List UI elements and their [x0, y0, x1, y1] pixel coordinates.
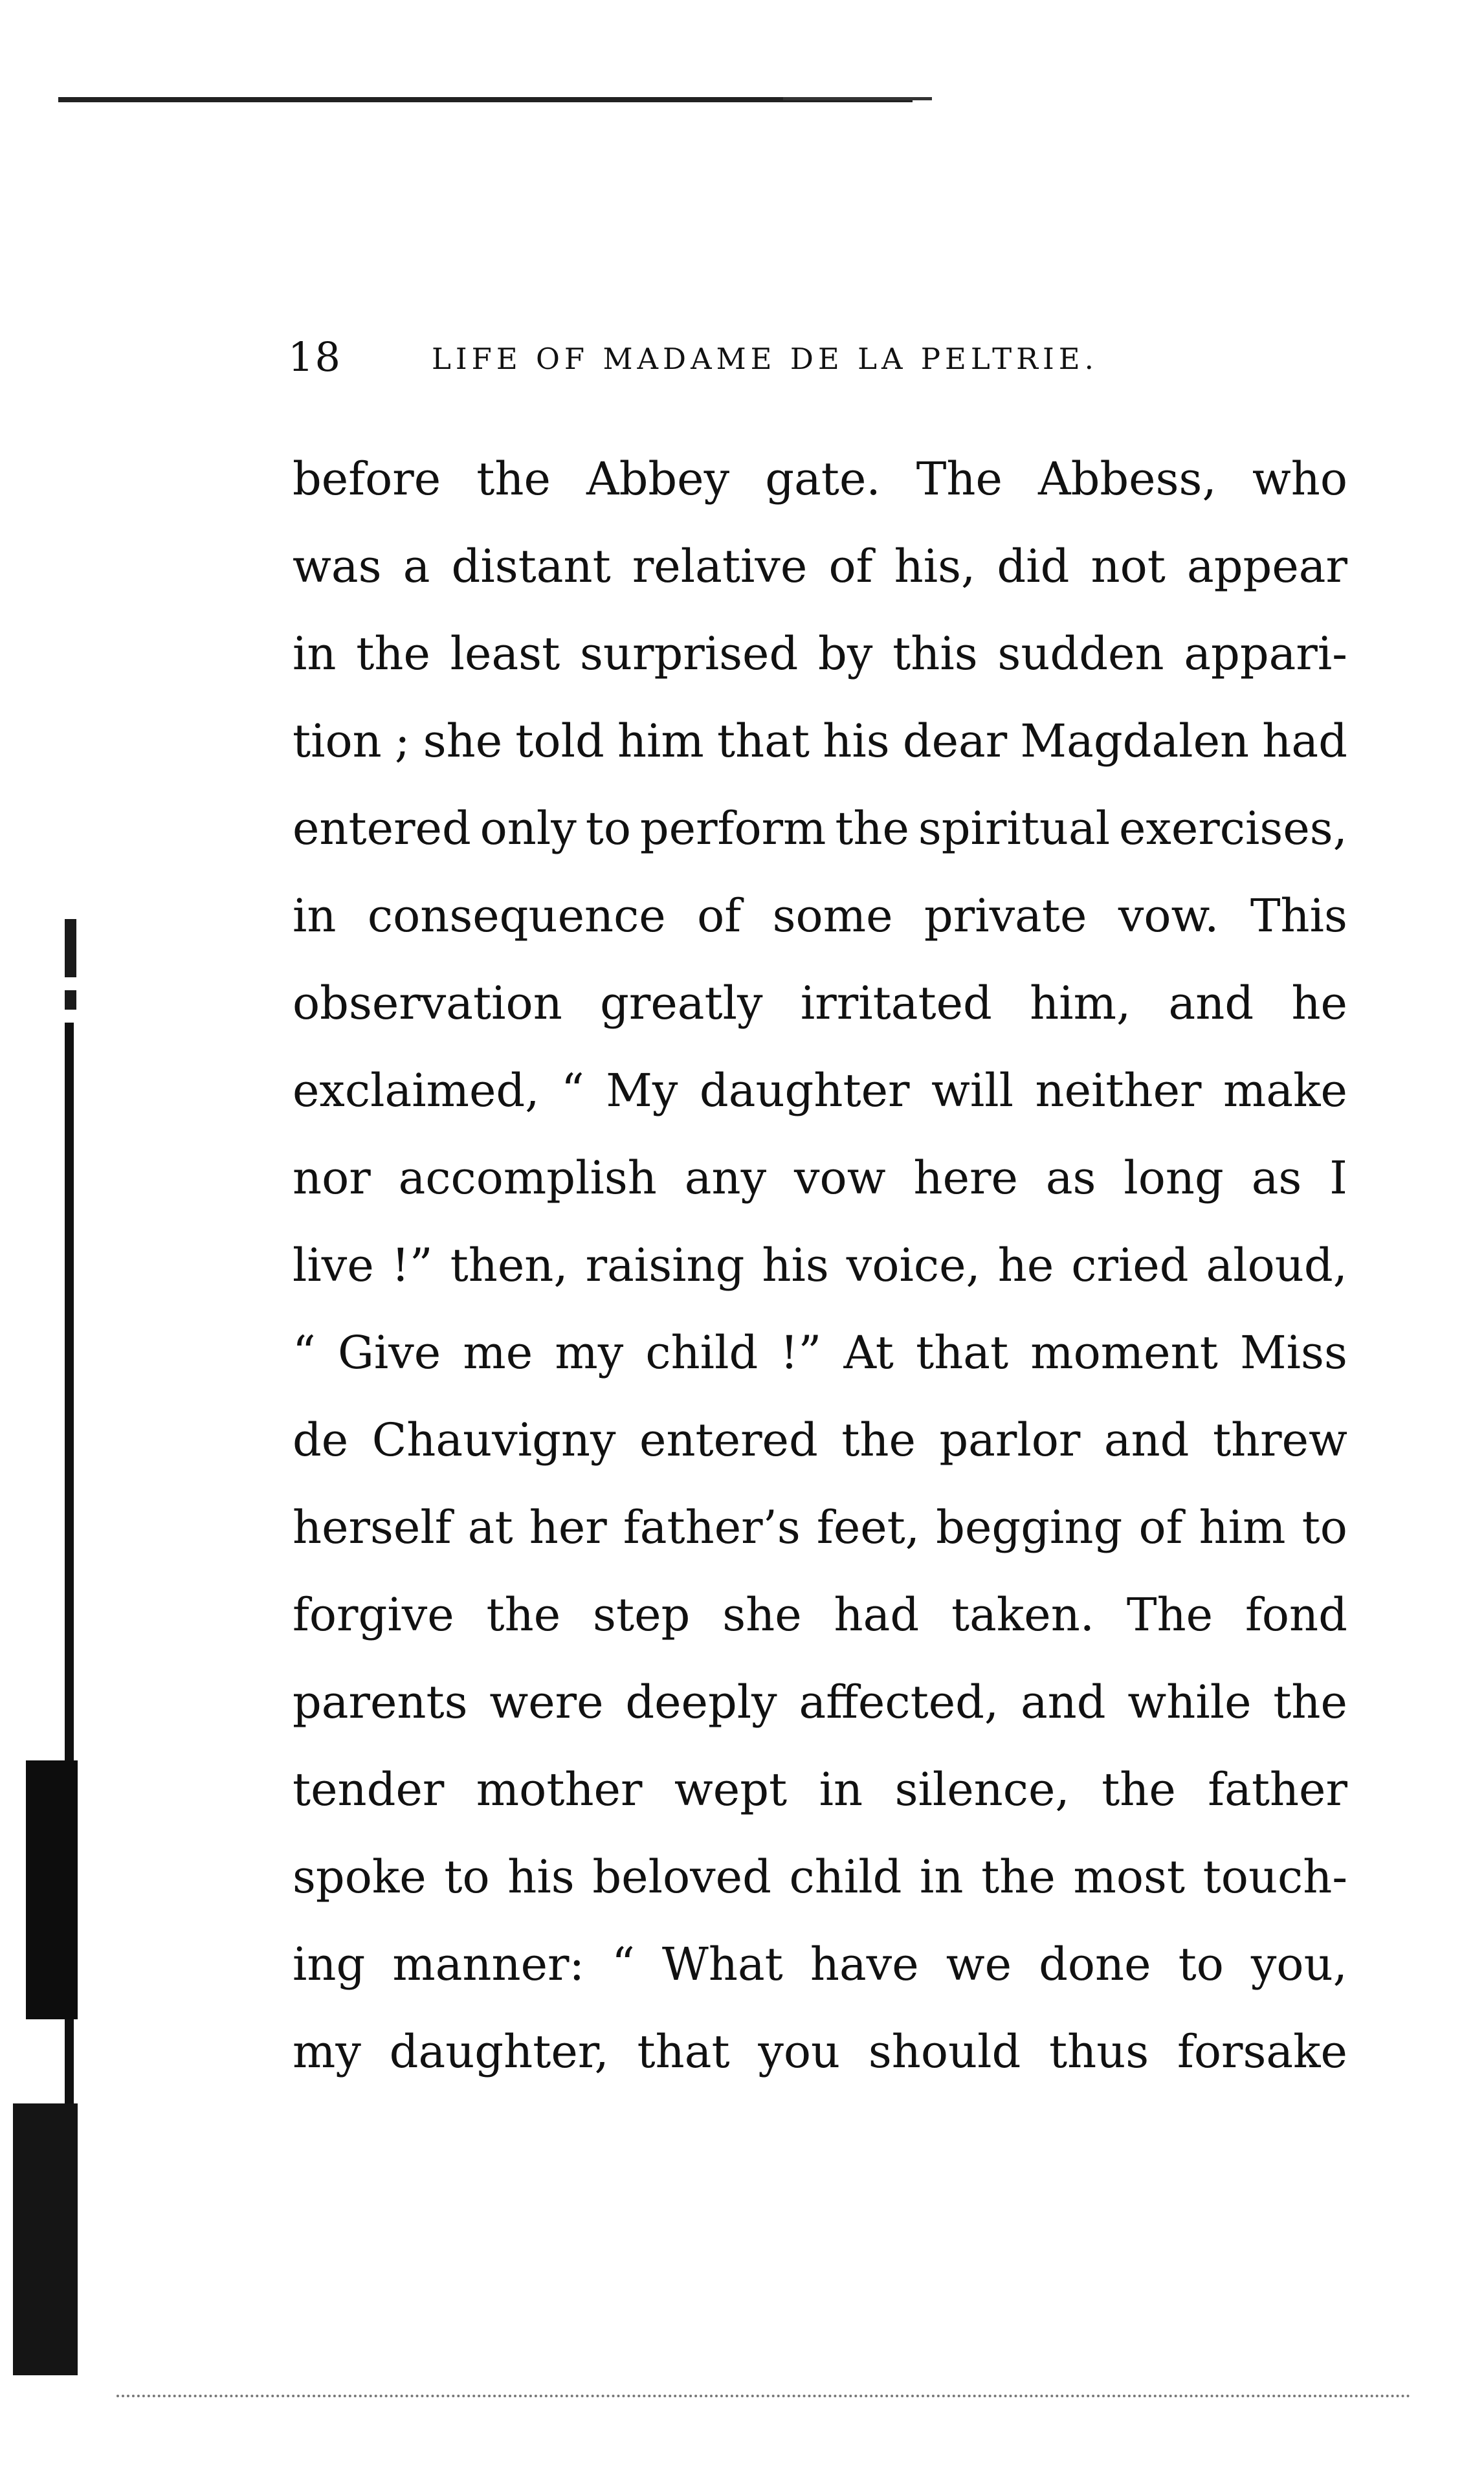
- word: moment: [1030, 1326, 1218, 1379]
- word: feet,: [816, 1501, 920, 1554]
- word: did: [997, 540, 1070, 593]
- word: Abbess,: [1038, 452, 1217, 505]
- word: perform: [639, 802, 826, 855]
- word: exclaimed,: [293, 1064, 540, 1117]
- word: the: [981, 1850, 1056, 1903]
- word: least: [450, 627, 560, 680]
- word: only: [480, 802, 577, 855]
- word: as: [1045, 1151, 1096, 1204]
- word: forgive: [293, 1588, 454, 1641]
- word: daughter,: [389, 2025, 609, 2078]
- word: This: [1250, 889, 1347, 942]
- word: parlor: [939, 1414, 1081, 1467]
- word: beloved: [592, 1850, 771, 1903]
- word: private: [924, 889, 1087, 942]
- word: in: [819, 1763, 863, 1816]
- word: At: [843, 1326, 894, 1379]
- word: Give: [337, 1326, 441, 1379]
- body-text: [293, 453, 1347, 2113]
- word: gate.: [765, 452, 881, 505]
- word: some: [772, 889, 893, 942]
- word: accomplish: [398, 1151, 657, 1204]
- word: appari-: [1184, 627, 1347, 680]
- word: Miss: [1239, 1326, 1347, 1379]
- word: his: [762, 1239, 829, 1292]
- running-title: LIFE OF MADAME DE LA PELTRIE.: [432, 342, 1098, 376]
- word: who: [1252, 452, 1347, 505]
- word: of: [1138, 1501, 1183, 1554]
- word: him: [617, 715, 704, 768]
- word: the: [835, 802, 909, 855]
- word: herself: [293, 1501, 452, 1554]
- word: most: [1073, 1850, 1186, 1903]
- word: in: [293, 627, 337, 680]
- word: should: [868, 2025, 1021, 2078]
- word: raising: [585, 1239, 745, 1292]
- word: him: [1199, 1501, 1286, 1554]
- word: greatly: [600, 977, 763, 1030]
- word: his: [823, 715, 890, 768]
- word: irritated: [800, 977, 992, 1030]
- word: to: [444, 1850, 490, 1903]
- text-line: [293, 540, 1347, 628]
- word: “: [560, 1064, 584, 1117]
- word: not: [1091, 540, 1166, 593]
- word: to: [1178, 1938, 1224, 1991]
- word: spiritual: [918, 802, 1111, 855]
- word: aloud,: [1206, 1239, 1347, 1292]
- word: deeply: [625, 1676, 777, 1729]
- scan-artifact-speckle: [116, 2395, 1411, 2401]
- word: The: [916, 452, 1002, 505]
- word: exercises,: [1119, 802, 1347, 855]
- word: neither: [1035, 1064, 1202, 1117]
- word: me: [463, 1326, 533, 1379]
- word: by: [818, 627, 873, 680]
- word: !”: [780, 1326, 822, 1379]
- word: silence,: [894, 1763, 1070, 1816]
- word: father: [1208, 1763, 1347, 1816]
- word: touch-: [1202, 1850, 1347, 1903]
- word: then,: [450, 1239, 568, 1292]
- word: sudden: [997, 627, 1164, 680]
- word: her: [529, 1501, 607, 1554]
- word: done: [1039, 1938, 1151, 1991]
- word: taken.: [951, 1588, 1095, 1641]
- word: this: [892, 627, 978, 680]
- word: spoke: [293, 1850, 426, 1903]
- binding-edge-mark: [65, 990, 76, 1010]
- word: his,: [894, 540, 976, 593]
- word: relative: [632, 540, 808, 593]
- word: the: [486, 1588, 561, 1641]
- word: manner:: [392, 1938, 585, 1991]
- text-line: [293, 1676, 1347, 1764]
- text-line: [293, 1065, 1347, 1152]
- word: before: [293, 452, 441, 505]
- text-line: [293, 1502, 1347, 1589]
- word: parents: [293, 1676, 468, 1729]
- page-header: [288, 333, 1213, 385]
- word: at: [467, 1501, 513, 1554]
- word: de: [293, 1414, 349, 1467]
- word: had: [1262, 715, 1347, 768]
- word: in: [920, 1850, 964, 1903]
- text-line: [293, 2026, 1347, 2113]
- text-line: [293, 453, 1347, 540]
- word: distant: [451, 540, 611, 593]
- word: wept: [674, 1763, 788, 1816]
- word: as: [1251, 1151, 1302, 1204]
- word: “: [293, 1326, 316, 1379]
- word: ing: [293, 1938, 366, 1991]
- word: she: [423, 715, 503, 768]
- binding-edge-mark: [65, 919, 76, 977]
- text-line: [293, 1327, 1347, 1414]
- text-line: [293, 628, 1347, 715]
- word: father’s: [623, 1501, 801, 1554]
- word: child: [789, 1850, 902, 1903]
- word: child: [645, 1326, 759, 1379]
- text-line: [293, 1152, 1347, 1239]
- word: Magdalen: [1020, 715, 1250, 768]
- word: and: [1103, 1414, 1190, 1467]
- word: the: [1102, 1763, 1176, 1816]
- word: while: [1127, 1676, 1252, 1729]
- word: cried: [1071, 1239, 1189, 1292]
- word: consequence: [367, 889, 666, 942]
- text-line: [293, 1764, 1347, 1851]
- word: The: [1126, 1588, 1213, 1641]
- word: affected,: [799, 1676, 999, 1729]
- word: daughter: [699, 1064, 910, 1117]
- word: observation: [293, 977, 562, 1030]
- word: entered: [293, 802, 471, 855]
- text-line: [293, 1414, 1347, 1502]
- word: here: [913, 1151, 1018, 1204]
- word: threw: [1212, 1414, 1347, 1467]
- word: of: [828, 540, 873, 593]
- word: thus: [1049, 2025, 1149, 2078]
- word: were: [489, 1676, 604, 1729]
- word: long: [1124, 1151, 1224, 1204]
- word: the: [1273, 1676, 1347, 1729]
- word: to: [1301, 1501, 1347, 1554]
- word: will: [931, 1064, 1014, 1117]
- word: you: [758, 2025, 841, 2078]
- word: my: [555, 1326, 624, 1379]
- word: the: [841, 1414, 916, 1467]
- word: I: [1329, 1151, 1347, 1204]
- word: “: [612, 1938, 635, 1991]
- word: was: [293, 540, 382, 593]
- word: forsake: [1177, 2025, 1347, 2078]
- word: vow.: [1118, 889, 1219, 942]
- word: he: [1291, 977, 1347, 1030]
- word: of: [697, 889, 742, 942]
- word: voice,: [846, 1239, 980, 1292]
- word: his: [507, 1850, 575, 1903]
- word: mother: [476, 1763, 643, 1816]
- word: any: [684, 1151, 767, 1204]
- word: that: [637, 2025, 730, 2078]
- word: you,: [1250, 1938, 1347, 1991]
- page-number: 18: [288, 333, 342, 381]
- word: !”: [391, 1239, 433, 1292]
- word: he: [997, 1239, 1054, 1292]
- word: have: [810, 1938, 919, 1991]
- text-line: [293, 1851, 1347, 1938]
- word: my: [293, 2025, 361, 2078]
- word: had: [834, 1588, 920, 1641]
- word: him,: [1030, 977, 1131, 1030]
- word: entered: [639, 1414, 818, 1467]
- text-line: [293, 803, 1347, 890]
- binding-edge-block: [13, 2103, 78, 2375]
- word: What: [661, 1938, 783, 1991]
- word: fond: [1245, 1588, 1347, 1641]
- word: to: [585, 802, 631, 855]
- word: My: [606, 1064, 678, 1117]
- word: make: [1223, 1064, 1347, 1117]
- word: the: [476, 452, 551, 505]
- text-line: [293, 715, 1347, 803]
- word: nor: [293, 1151, 371, 1204]
- word: ;: [394, 715, 410, 768]
- text-line: [293, 1938, 1347, 2026]
- word: live: [293, 1239, 374, 1292]
- text-line: [293, 1589, 1347, 1676]
- word: we: [946, 1938, 1012, 1991]
- word: that: [716, 715, 810, 768]
- top-scan-rule-segment: [783, 97, 932, 100]
- word: surprised: [579, 627, 799, 680]
- binding-edge-block: [26, 1760, 78, 2019]
- word: and: [1020, 1676, 1106, 1729]
- word: Abbey: [586, 452, 730, 505]
- word: dear: [902, 715, 1008, 768]
- word: she: [722, 1588, 802, 1641]
- word: tion: [293, 715, 382, 768]
- word: Chauvigny: [371, 1414, 616, 1467]
- text-line: [293, 977, 1347, 1065]
- word: told: [515, 715, 604, 768]
- word: and: [1168, 977, 1254, 1030]
- word: tender: [293, 1763, 445, 1816]
- word: in: [293, 889, 337, 942]
- text-line: [293, 890, 1347, 977]
- word: begging: [936, 1501, 1123, 1554]
- word: that: [916, 1326, 1009, 1379]
- word: appear: [1186, 540, 1347, 593]
- word: vow: [794, 1151, 886, 1204]
- word: the: [356, 627, 430, 680]
- word: step: [593, 1588, 691, 1641]
- word: a: [403, 540, 430, 593]
- text-line: [293, 1239, 1347, 1327]
